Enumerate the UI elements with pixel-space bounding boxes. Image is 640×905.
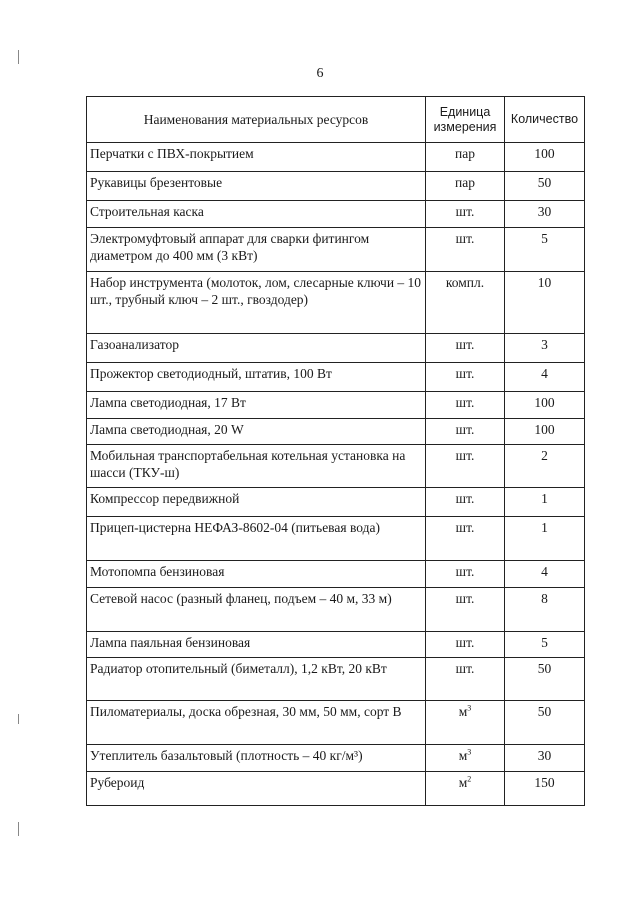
table-row	[87, 228, 585, 272]
resource-unit	[426, 419, 505, 445]
table-row	[87, 419, 585, 445]
resource-unit	[426, 363, 505, 392]
resource-name: Радиатор отопительный (биметалл), 1,2 кВт, 20 кВт	[87, 658, 426, 701]
resource-quantity: 50	[505, 172, 585, 201]
resource-unit	[426, 172, 505, 201]
resource-quantity: 30	[505, 201, 585, 228]
resource-name: Перчатки с ПВХ-покрытием	[87, 143, 426, 172]
resource-name: Прожектор светодиодный, штатив, 100 Вт	[87, 363, 426, 392]
unit-exponent: 3	[467, 703, 472, 713]
table-header-row	[87, 97, 585, 143]
resource-quantity: 50	[505, 701, 585, 745]
resource-unit	[426, 334, 505, 363]
unit-label: м	[458, 775, 468, 790]
unit-label: шт.	[455, 366, 475, 381]
resource-unit	[426, 772, 505, 806]
resource-quantity: 4	[505, 561, 585, 588]
resource-quantity: 8	[505, 588, 585, 632]
resource-name: Компрессор передвижной	[87, 488, 426, 517]
table-row	[87, 517, 585, 561]
table-row	[87, 772, 585, 806]
resource-name: Электромуфтовый аппарат для сварки фитингом диаметром до 400 мм (3 кВт)	[87, 228, 426, 272]
unit-label: шт.	[455, 395, 475, 410]
table-row	[87, 392, 585, 419]
resource-quantity: 10	[505, 272, 585, 334]
table-row	[87, 561, 585, 588]
page-number: 6	[316, 66, 324, 81]
unit-label: шт.	[455, 564, 475, 579]
resource-name: Лампа светодиодная, 20 W	[87, 419, 426, 445]
resource-unit	[426, 143, 505, 172]
header-name: Наименования материальных ресурсов	[87, 97, 426, 143]
table-row	[87, 701, 585, 745]
resource-quantity: 150	[505, 772, 585, 806]
unit-label: шт.	[455, 491, 475, 506]
resource-unit	[426, 701, 505, 745]
resource-quantity: 30	[505, 745, 585, 772]
unit-label: м	[458, 704, 468, 719]
resource-quantity: 50	[505, 658, 585, 701]
table-row	[87, 632, 585, 658]
table-row	[87, 745, 585, 772]
unit-exponent: 2	[467, 774, 472, 784]
unit-label: шт.	[455, 231, 475, 246]
resource-unit	[426, 517, 505, 561]
table-row	[87, 363, 585, 392]
resource-name: Набор инструмента (молоток, лом, слесарные ключи – 10 шт., трубный ключ – 2 шт., гвоздодер)	[87, 272, 426, 334]
table-row	[87, 334, 585, 363]
unit-label: шт.	[455, 635, 475, 650]
resource-quantity: 4	[505, 363, 585, 392]
resource-quantity: 2	[505, 445, 585, 488]
resource-unit	[426, 561, 505, 588]
unit-label: шт.	[455, 591, 475, 606]
table-row	[87, 488, 585, 517]
table-row	[87, 658, 585, 701]
unit-label: шт.	[455, 204, 475, 219]
unit-label: компл.	[445, 275, 485, 290]
resource-name: Газоанализатор	[87, 334, 426, 363]
resource-unit	[426, 588, 505, 632]
resource-name: Мотопомпа бензиновая	[87, 561, 426, 588]
resource-unit	[426, 658, 505, 701]
scan-margin-mark	[18, 822, 19, 836]
unit-label: шт.	[455, 661, 475, 676]
resources-table	[86, 96, 585, 806]
resource-quantity: 1	[505, 517, 585, 561]
unit-label: шт.	[455, 520, 475, 535]
unit-label: шт.	[455, 422, 475, 437]
unit-label: пар	[455, 146, 475, 161]
resource-name: Лампа светодиодная, 17 Вт	[87, 392, 426, 419]
table-row	[87, 201, 585, 228]
unit-label: шт.	[455, 337, 475, 352]
resource-unit	[426, 745, 505, 772]
resource-name: Сетевой насос (разный фланец, подъем – 40 м, 33 м)	[87, 588, 426, 632]
resource-name: Лампа паяльная бензиновая	[87, 632, 426, 658]
resource-quantity: 5	[505, 228, 585, 272]
resource-unit	[426, 445, 505, 488]
resource-name: Утеплитель базальтовый (плотность – 40 кг/м³)	[87, 745, 426, 772]
scan-margin-mark	[18, 50, 19, 64]
resource-quantity: 5	[505, 632, 585, 658]
resource-name: Рукавицы брезентовые	[87, 172, 426, 201]
resource-name: Прицеп-цистерна НЕФАЗ-8602-04 (питьевая вода)	[87, 517, 426, 561]
resource-name: Пиломатериалы, доска обрезная, 30 мм, 50 мм, сорт В	[87, 701, 426, 745]
resource-unit	[426, 488, 505, 517]
resource-unit	[426, 228, 505, 272]
resource-quantity: 100	[505, 143, 585, 172]
resource-unit	[426, 392, 505, 419]
resource-unit	[426, 201, 505, 228]
resource-name: Строительная каска	[87, 201, 426, 228]
unit-exponent: 3	[467, 747, 472, 757]
resource-quantity: 100	[505, 419, 585, 445]
scan-margin-mark	[18, 714, 19, 724]
table-row	[87, 143, 585, 172]
header-quantity: Количество	[505, 97, 585, 143]
unit-label: м	[458, 748, 468, 763]
table-row	[87, 172, 585, 201]
table-row	[87, 272, 585, 334]
resource-quantity: 100	[505, 392, 585, 419]
resource-quantity: 3	[505, 334, 585, 363]
resource-name: Рубероид	[87, 772, 426, 806]
unit-label: шт.	[455, 448, 475, 463]
table-row	[87, 445, 585, 488]
resource-unit	[426, 272, 505, 334]
resource-unit	[426, 632, 505, 658]
header-unit: Единица измерения	[426, 97, 505, 143]
table-row	[87, 588, 585, 632]
resource-name: Мобильная транспортабельная котельная установка на шасси (ТКУ-ш)	[87, 445, 426, 488]
unit-label: пар	[455, 175, 475, 190]
resource-quantity: 1	[505, 488, 585, 517]
